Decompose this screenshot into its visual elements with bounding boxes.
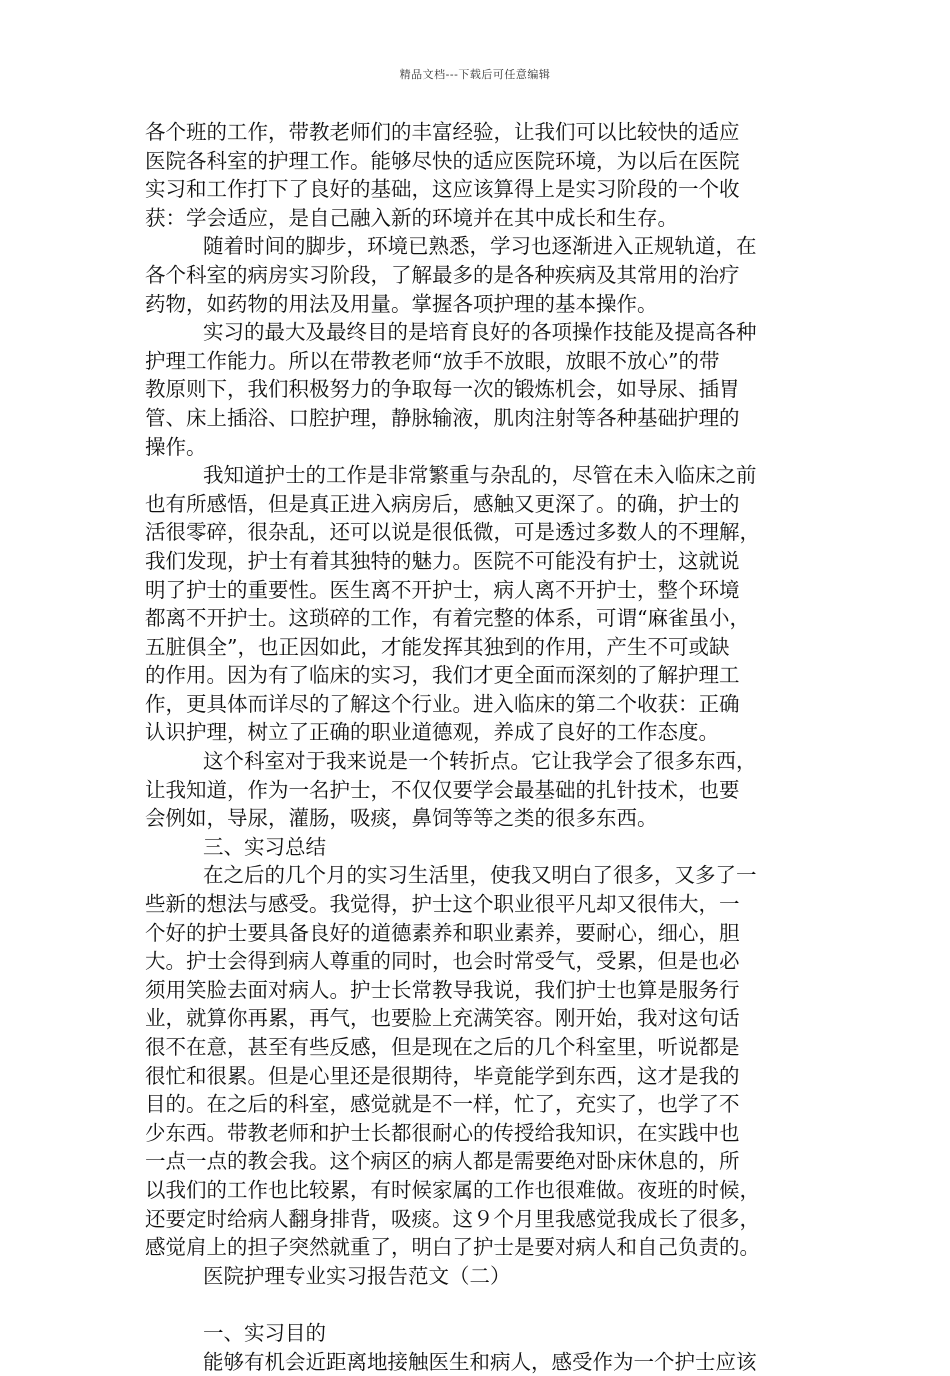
text-line: 会例如，导尿，灌肠，吸痰，鼻饲等等之类的很多东西。 (145, 806, 658, 831)
text-line: 目的。在之后的科室，感觉就是不一样，忙了，充实了，也学了不 (145, 1092, 740, 1117)
text-line: 个好的护士要具备良好的道德素养和职业素养，要耐心，细心，胆 (145, 920, 740, 945)
text-line: 医院护理专业实习报告范文（二） (203, 1263, 511, 1288)
text-line: 些新的想法与感受。我觉得，护士这个职业很平凡却又很伟大，一 (145, 892, 740, 917)
text-line: 在之后的几个月的实习生活里，使我又明白了很多，又多了一 (203, 863, 757, 888)
text-line: 以我们的工作也比较累，有时候家属的工作也很难做。夜班的时候， (145, 1177, 760, 1202)
text-line: 药物，如药物的用法及用量。掌握各项护理的基本操作。 (145, 291, 658, 316)
text-line: 感觉肩上的担子突然就重了，明白了护士是要对病人和自己负责的。 (145, 1235, 760, 1260)
text-line: 各个科室的病房实习阶段，了解最多的是各种疾病及其常用的治疗 (145, 262, 740, 287)
text-line: 作，更具体而详尽的了解这个行业。进入临床的第二个收获：正确 (145, 691, 740, 716)
text-line: 操作。 (145, 434, 207, 459)
text-line: 实习和工作打下了良好的基础，这应该算得上是实习阶段的一个收 (145, 177, 740, 202)
text-line: 一、实习目的 (203, 1320, 326, 1345)
text-line: 各个班的工作，带教老师们的丰富经验，让我们可以比较快的适应 (145, 120, 740, 144)
text-line: 五脏俱全”，也正因如此，才能发挥其独到的作用，产生不可或缺 (145, 634, 730, 659)
text-line: 少东西。带教老师和护士长都很耐心的传授给我知识，在实践中也 (145, 1120, 740, 1145)
text-line: 业，就算你再累，再气，也要脸上充满笑容。刚开始，我对这句话 (145, 1006, 740, 1031)
text-line: 能够有机会近距离地接触医生和病人，感受作为一个护士应该 (203, 1349, 757, 1374)
document-body (145, 118, 805, 1376)
text-line: 大。护士会得到病人尊重的同时，也会时常受气，受累，但是也必 (145, 949, 740, 974)
text-line: 我知道护士的工作是非常繁重与杂乱的，尽管在未入临床之前 (203, 463, 757, 488)
text-line: 我们发现，护士有着其独特的魅力。医院不可能没有护士，这就说 (145, 548, 740, 573)
text-line: 这个科室对于我来说是一个转折点。它让我学会了很多东西， (203, 749, 757, 774)
text-line: 实习的最大及最终目的是培育良好的各项操作技能及提高各种 (203, 320, 757, 345)
text-line: 都离不开护士。这琐碎的工作，有着完整的体系，可谓“麻雀虽小， (145, 606, 750, 631)
text-line: 医院各科室的护理工作。能够尽快的适应医院环境，为以后在医院 (145, 148, 740, 173)
text-line: 随着时间的脚步，环境已熟悉，学习也逐渐进入正规轨道，在 (203, 234, 757, 259)
text-line: 教原则下，我们积极努力的争取每一次的锻炼机会，如导尿、插胃 (145, 377, 740, 402)
text-line: 的作用。因为有了临床的实习，我们才更全面而深刻的了解护理工 (145, 663, 740, 688)
text-line: 获：学会适应，是自己融入新的环境并在其中成长和生存。 (145, 205, 678, 230)
text-line: 一点一点的教会我。这个病区的病人都是需要绝对卧床休息的，所 (145, 1149, 740, 1174)
text-line: 管、床上插浴、口腔护理，静脉输液，肌肉注射等各种基础护理的 (145, 405, 740, 430)
text-line: 让我知道，作为一名护士，不仅仅要学会最基础的扎针技术，也要 (145, 777, 740, 802)
text-line: 三、实习总结 (203, 834, 326, 859)
text-line: 很忙和很累。但是心里还是很期待，毕竟能学到东西，这才是我的 (145, 1063, 740, 1088)
text-line: 也有所感悟，但是真正进入病房后，感触又更深了。的确，护士的 (145, 491, 740, 516)
text-line: 明了护士的重要性。医生离不开护士，病人离不开护士，整个环境 (145, 577, 740, 602)
text-line: 认识护理，树立了正确的职业道德观，养成了良好的工作态度。 (145, 720, 719, 745)
text-line: 还要定时给病人翻身排背，吸痰。这９个月里我感觉我成长了很多， (145, 1206, 760, 1231)
text-line: 很不在意，甚至有些反感，但是现在之后的几个科室里，听说都是 (145, 1035, 740, 1059)
text-line: 活很零碎，很杂乱，还可以说是很低微，可是透过多数人的不理解， (145, 520, 760, 545)
blank-line (145, 1290, 805, 1319)
text-line: 护理工作能力。所以在带教老师“放手不放眼，放眼不放心”的带 (145, 348, 720, 373)
page-header-watermark: 精品文档---下载后可任意编辑 (399, 68, 551, 81)
text-line: 须用笑脸去面对病人。护士长常教导我说，我们护士也算是服务行 (145, 977, 740, 1002)
